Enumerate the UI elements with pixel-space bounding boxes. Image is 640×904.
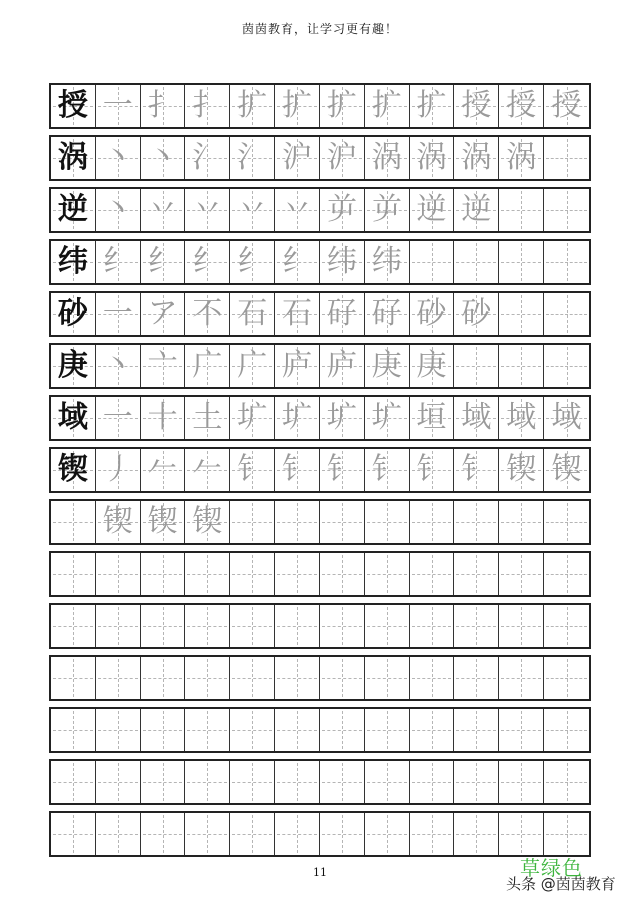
trace-character: 锲 xyxy=(551,452,582,487)
grid-row xyxy=(49,603,591,649)
trace-cell xyxy=(96,397,141,439)
practice-grid xyxy=(49,83,591,863)
trace-cell xyxy=(275,553,320,595)
trace-cell xyxy=(454,85,499,127)
trace-cell xyxy=(410,241,455,283)
trace-cell xyxy=(454,189,499,231)
trace-cell xyxy=(230,761,275,803)
trace-character: 砂 xyxy=(461,296,492,331)
trace-cell xyxy=(141,553,186,595)
trace-character: 扌 xyxy=(192,88,223,123)
trace-cell xyxy=(499,293,544,335)
grid-row xyxy=(49,291,591,337)
trace-character: 庚 xyxy=(416,348,447,383)
model-cell xyxy=(51,605,96,647)
trace-cell xyxy=(499,137,544,179)
trace-cell xyxy=(544,85,589,127)
trace-cell xyxy=(230,189,275,231)
trace-cell xyxy=(275,605,320,647)
trace-cell xyxy=(230,241,275,283)
trace-cell xyxy=(275,501,320,543)
trace-character: 锲 xyxy=(147,504,178,539)
trace-cell xyxy=(185,501,230,543)
trace-cell xyxy=(141,813,186,855)
trace-cell xyxy=(141,85,186,127)
trace-cell xyxy=(365,553,410,595)
trace-cell xyxy=(544,709,589,751)
trace-cell xyxy=(320,293,365,335)
trace-cell xyxy=(410,761,455,803)
trace-cell xyxy=(410,189,455,231)
grid-row xyxy=(49,447,591,493)
trace-cell xyxy=(454,605,499,647)
trace-cell xyxy=(96,657,141,699)
trace-character: 纟 xyxy=(282,244,313,279)
trace-cell xyxy=(141,293,186,335)
trace-character: 涡 xyxy=(506,140,537,175)
trace-cell xyxy=(499,397,544,439)
trace-character: 授 xyxy=(506,88,537,123)
trace-cell xyxy=(454,449,499,491)
grid-row xyxy=(49,395,591,441)
trace-cell xyxy=(275,657,320,699)
trace-cell xyxy=(275,85,320,127)
trace-cell xyxy=(320,137,365,179)
grid-row xyxy=(49,759,591,805)
trace-cell xyxy=(365,189,410,231)
trace-cell xyxy=(275,397,320,439)
trace-cell xyxy=(185,397,230,439)
trace-cell xyxy=(544,553,589,595)
trace-cell xyxy=(544,761,589,803)
trace-cell xyxy=(230,605,275,647)
trace-character: 屰 xyxy=(326,192,357,227)
model-cell xyxy=(51,657,96,699)
trace-cell xyxy=(365,449,410,491)
trace-cell xyxy=(410,397,455,439)
trace-cell xyxy=(410,449,455,491)
trace-cell xyxy=(499,85,544,127)
trace-cell xyxy=(365,397,410,439)
trace-character: 十 xyxy=(147,400,178,435)
trace-cell xyxy=(499,189,544,231)
trace-cell xyxy=(320,605,365,647)
trace-character: 纟 xyxy=(192,244,223,279)
trace-character: 扩 xyxy=(237,88,268,123)
trace-cell xyxy=(410,501,455,543)
trace-character: 涡 xyxy=(416,140,447,175)
trace-character: 扩 xyxy=(326,88,357,123)
trace-character: 逆 xyxy=(461,192,492,227)
trace-cell xyxy=(365,501,410,543)
trace-cell xyxy=(499,605,544,647)
trace-character: 扩 xyxy=(371,88,402,123)
trace-cell xyxy=(320,761,365,803)
trace-cell xyxy=(454,761,499,803)
trace-cell xyxy=(230,501,275,543)
trace-cell xyxy=(454,345,499,387)
trace-cell xyxy=(141,345,186,387)
grid-row xyxy=(49,811,591,857)
trace-cell xyxy=(544,657,589,699)
trace-character: 丶 xyxy=(102,192,133,227)
trace-cell xyxy=(499,657,544,699)
grid-row xyxy=(49,551,591,597)
trace-cell xyxy=(320,345,365,387)
trace-cell xyxy=(499,345,544,387)
model-cell xyxy=(51,345,96,387)
trace-cell xyxy=(275,709,320,751)
trace-cell xyxy=(544,449,589,491)
trace-character: 沪 xyxy=(282,140,313,175)
trace-character: 沪 xyxy=(326,140,357,175)
trace-cell xyxy=(499,709,544,751)
trace-character: 石 xyxy=(282,296,313,331)
trace-character: 钅 xyxy=(371,452,402,487)
trace-cell xyxy=(320,813,365,855)
trace-cell xyxy=(365,813,410,855)
trace-cell xyxy=(141,605,186,647)
trace-character: 𠂉 xyxy=(192,452,223,487)
trace-cell xyxy=(454,813,499,855)
trace-character: 纟 xyxy=(102,244,133,279)
trace-character: 域 xyxy=(551,400,582,435)
trace-cell xyxy=(454,241,499,283)
watermark-text: 草绿色 xyxy=(520,856,583,880)
trace-cell xyxy=(230,709,275,751)
trace-cell xyxy=(320,553,365,595)
trace-cell xyxy=(499,813,544,855)
trace-cell xyxy=(185,709,230,751)
model-cell xyxy=(51,501,96,543)
trace-character: 丷 xyxy=(147,192,178,227)
model-cell xyxy=(51,761,96,803)
trace-cell xyxy=(141,449,186,491)
trace-character: 钅 xyxy=(326,452,357,487)
trace-character: 纟 xyxy=(147,244,178,279)
trace-cell xyxy=(230,449,275,491)
page-header-title: 茵茵教育，让学习更有趣！ xyxy=(241,22,398,36)
model-cell xyxy=(51,813,96,855)
trace-cell xyxy=(544,137,589,179)
grid-row xyxy=(49,499,591,545)
trace-cell xyxy=(410,345,455,387)
trace-character: 授 xyxy=(461,88,492,123)
trace-cell xyxy=(185,241,230,283)
trace-character: 矷 xyxy=(371,296,402,331)
trace-cell xyxy=(454,553,499,595)
grid-row xyxy=(49,707,591,753)
trace-cell xyxy=(365,709,410,751)
model-cell xyxy=(51,709,96,751)
trace-cell xyxy=(141,709,186,751)
model-cell xyxy=(51,397,96,439)
trace-cell xyxy=(230,397,275,439)
trace-character: 丶 xyxy=(102,348,133,383)
trace-cell xyxy=(410,657,455,699)
trace-cell xyxy=(499,449,544,491)
trace-character: 丶 xyxy=(102,140,133,175)
trace-cell xyxy=(544,241,589,283)
trace-character: 砂 xyxy=(416,296,447,331)
trace-cell xyxy=(544,189,589,231)
model-character: 涡 xyxy=(57,140,88,175)
trace-cell xyxy=(365,85,410,127)
trace-cell xyxy=(454,137,499,179)
trace-cell xyxy=(320,241,365,283)
trace-character: 𠂉 xyxy=(147,452,178,487)
trace-cell xyxy=(185,761,230,803)
model-character: 域 xyxy=(57,400,88,435)
trace-character: 圹 xyxy=(371,400,402,435)
trace-cell xyxy=(96,293,141,335)
model-cell xyxy=(51,189,96,231)
trace-cell xyxy=(275,813,320,855)
trace-character: 庚 xyxy=(371,348,402,383)
model-character: 纬 xyxy=(57,244,88,279)
trace-cell xyxy=(185,553,230,595)
trace-character: 授 xyxy=(551,88,582,123)
trace-cell xyxy=(96,553,141,595)
trace-cell xyxy=(96,813,141,855)
model-character: 锲 xyxy=(57,452,88,487)
trace-character: 一 xyxy=(102,400,133,435)
trace-character: 涡 xyxy=(371,140,402,175)
model-character: 逆 xyxy=(57,192,88,227)
trace-character: ア xyxy=(147,296,178,331)
watermark-account: 头条 @茵茵教育 xyxy=(506,875,616,893)
trace-cell xyxy=(185,85,230,127)
trace-character: 扌 xyxy=(147,88,178,123)
trace-cell xyxy=(230,657,275,699)
trace-cell xyxy=(499,241,544,283)
trace-character: 钅 xyxy=(416,452,447,487)
trace-character: 矷 xyxy=(326,296,357,331)
trace-cell xyxy=(185,189,230,231)
trace-cell xyxy=(230,813,275,855)
trace-cell xyxy=(96,189,141,231)
trace-cell xyxy=(410,813,455,855)
trace-cell xyxy=(320,501,365,543)
trace-cell xyxy=(141,657,186,699)
trace-cell xyxy=(454,501,499,543)
trace-cell xyxy=(275,241,320,283)
trace-cell xyxy=(544,293,589,335)
trace-cell xyxy=(499,501,544,543)
trace-cell xyxy=(410,553,455,595)
trace-cell xyxy=(96,761,141,803)
trace-cell xyxy=(454,709,499,751)
trace-cell xyxy=(275,345,320,387)
trace-cell xyxy=(275,449,320,491)
trace-cell xyxy=(320,397,365,439)
trace-character: 锲 xyxy=(506,452,537,487)
trace-character: 垣 xyxy=(416,400,447,435)
trace-character: 丿 xyxy=(102,452,133,487)
trace-character: 氵 xyxy=(192,140,223,175)
trace-cell xyxy=(544,345,589,387)
trace-cell xyxy=(320,189,365,231)
trace-cell xyxy=(499,761,544,803)
model-cell xyxy=(51,241,96,283)
trace-cell xyxy=(320,709,365,751)
trace-cell xyxy=(141,501,186,543)
trace-character: 扩 xyxy=(416,88,447,123)
model-cell xyxy=(51,449,96,491)
trace-character: 庐 xyxy=(282,348,313,383)
trace-cell xyxy=(365,345,410,387)
trace-cell xyxy=(275,189,320,231)
trace-character: 丷 xyxy=(192,192,223,227)
trace-cell xyxy=(141,189,186,231)
trace-cell xyxy=(365,293,410,335)
model-character: 砂 xyxy=(57,296,88,331)
trace-cell xyxy=(544,397,589,439)
trace-character: 钅 xyxy=(237,452,268,487)
trace-character: 一 xyxy=(102,88,133,123)
trace-cell xyxy=(365,605,410,647)
trace-cell xyxy=(141,397,186,439)
trace-cell xyxy=(230,345,275,387)
trace-cell xyxy=(96,449,141,491)
model-cell xyxy=(51,137,96,179)
trace-cell xyxy=(454,293,499,335)
page-number: 11 xyxy=(313,866,327,879)
trace-cell xyxy=(185,449,230,491)
trace-cell xyxy=(454,397,499,439)
trace-character: 纬 xyxy=(326,244,357,279)
trace-character: 氵 xyxy=(237,140,268,175)
trace-character: 广 xyxy=(192,348,223,383)
model-cell xyxy=(51,293,96,335)
trace-cell xyxy=(185,293,230,335)
trace-character: 锲 xyxy=(192,504,223,539)
trace-character: 钅 xyxy=(282,452,313,487)
trace-cell xyxy=(544,813,589,855)
trace-cell xyxy=(96,709,141,751)
trace-cell xyxy=(185,657,230,699)
trace-cell xyxy=(320,449,365,491)
grid-row xyxy=(49,343,591,389)
trace-cell xyxy=(410,137,455,179)
trace-cell xyxy=(185,813,230,855)
trace-character: 纟 xyxy=(237,244,268,279)
trace-cell xyxy=(544,501,589,543)
trace-cell xyxy=(141,137,186,179)
trace-cell xyxy=(275,137,320,179)
trace-cell xyxy=(275,293,320,335)
trace-cell xyxy=(141,241,186,283)
trace-character: 广 xyxy=(237,348,268,383)
model-character: 授 xyxy=(57,88,88,123)
trace-character: 亠 xyxy=(147,348,178,383)
model-cell xyxy=(51,85,96,127)
trace-character: 丷 xyxy=(282,192,313,227)
trace-character: 不 xyxy=(192,296,223,331)
trace-character: 涡 xyxy=(461,140,492,175)
grid-row xyxy=(49,135,591,181)
trace-character: 域 xyxy=(461,400,492,435)
trace-cell xyxy=(185,345,230,387)
trace-character: 逆 xyxy=(416,192,447,227)
trace-cell xyxy=(365,241,410,283)
trace-cell xyxy=(230,553,275,595)
trace-character: 土 xyxy=(192,400,223,435)
trace-cell xyxy=(544,605,589,647)
grid-row xyxy=(49,239,591,285)
trace-cell xyxy=(499,553,544,595)
trace-cell xyxy=(96,241,141,283)
trace-cell xyxy=(410,293,455,335)
trace-character: 丶 xyxy=(147,140,178,175)
trace-cell xyxy=(96,501,141,543)
trace-character: 圹 xyxy=(282,400,313,435)
trace-character: 域 xyxy=(506,400,537,435)
trace-character: 锲 xyxy=(102,504,133,539)
trace-cell xyxy=(230,293,275,335)
trace-cell xyxy=(230,137,275,179)
trace-character: 庐 xyxy=(326,348,357,383)
trace-cell xyxy=(185,605,230,647)
trace-cell xyxy=(141,761,186,803)
trace-character: 钅 xyxy=(461,452,492,487)
grid-row xyxy=(49,187,591,233)
grid-row xyxy=(49,83,591,129)
trace-cell xyxy=(410,709,455,751)
grid-row xyxy=(49,655,591,701)
trace-cell xyxy=(96,137,141,179)
trace-cell xyxy=(320,85,365,127)
trace-cell xyxy=(275,761,320,803)
trace-cell xyxy=(365,761,410,803)
trace-character: 屰 xyxy=(371,192,402,227)
model-cell xyxy=(51,553,96,595)
trace-cell xyxy=(96,605,141,647)
trace-cell xyxy=(185,137,230,179)
trace-cell xyxy=(96,85,141,127)
trace-character: 丷 xyxy=(237,192,268,227)
trace-character: 石 xyxy=(237,296,268,331)
trace-cell xyxy=(410,605,455,647)
trace-character: 扩 xyxy=(282,88,313,123)
trace-character: 一 xyxy=(102,296,133,331)
trace-cell xyxy=(365,657,410,699)
trace-cell xyxy=(365,137,410,179)
trace-character: 圹 xyxy=(237,400,268,435)
trace-character: 圹 xyxy=(326,400,357,435)
trace-cell xyxy=(410,85,455,127)
trace-cell xyxy=(320,657,365,699)
trace-cell xyxy=(454,657,499,699)
model-character: 庚 xyxy=(57,348,88,383)
trace-cell xyxy=(96,345,141,387)
trace-character: 纬 xyxy=(371,244,402,279)
trace-cell xyxy=(230,85,275,127)
